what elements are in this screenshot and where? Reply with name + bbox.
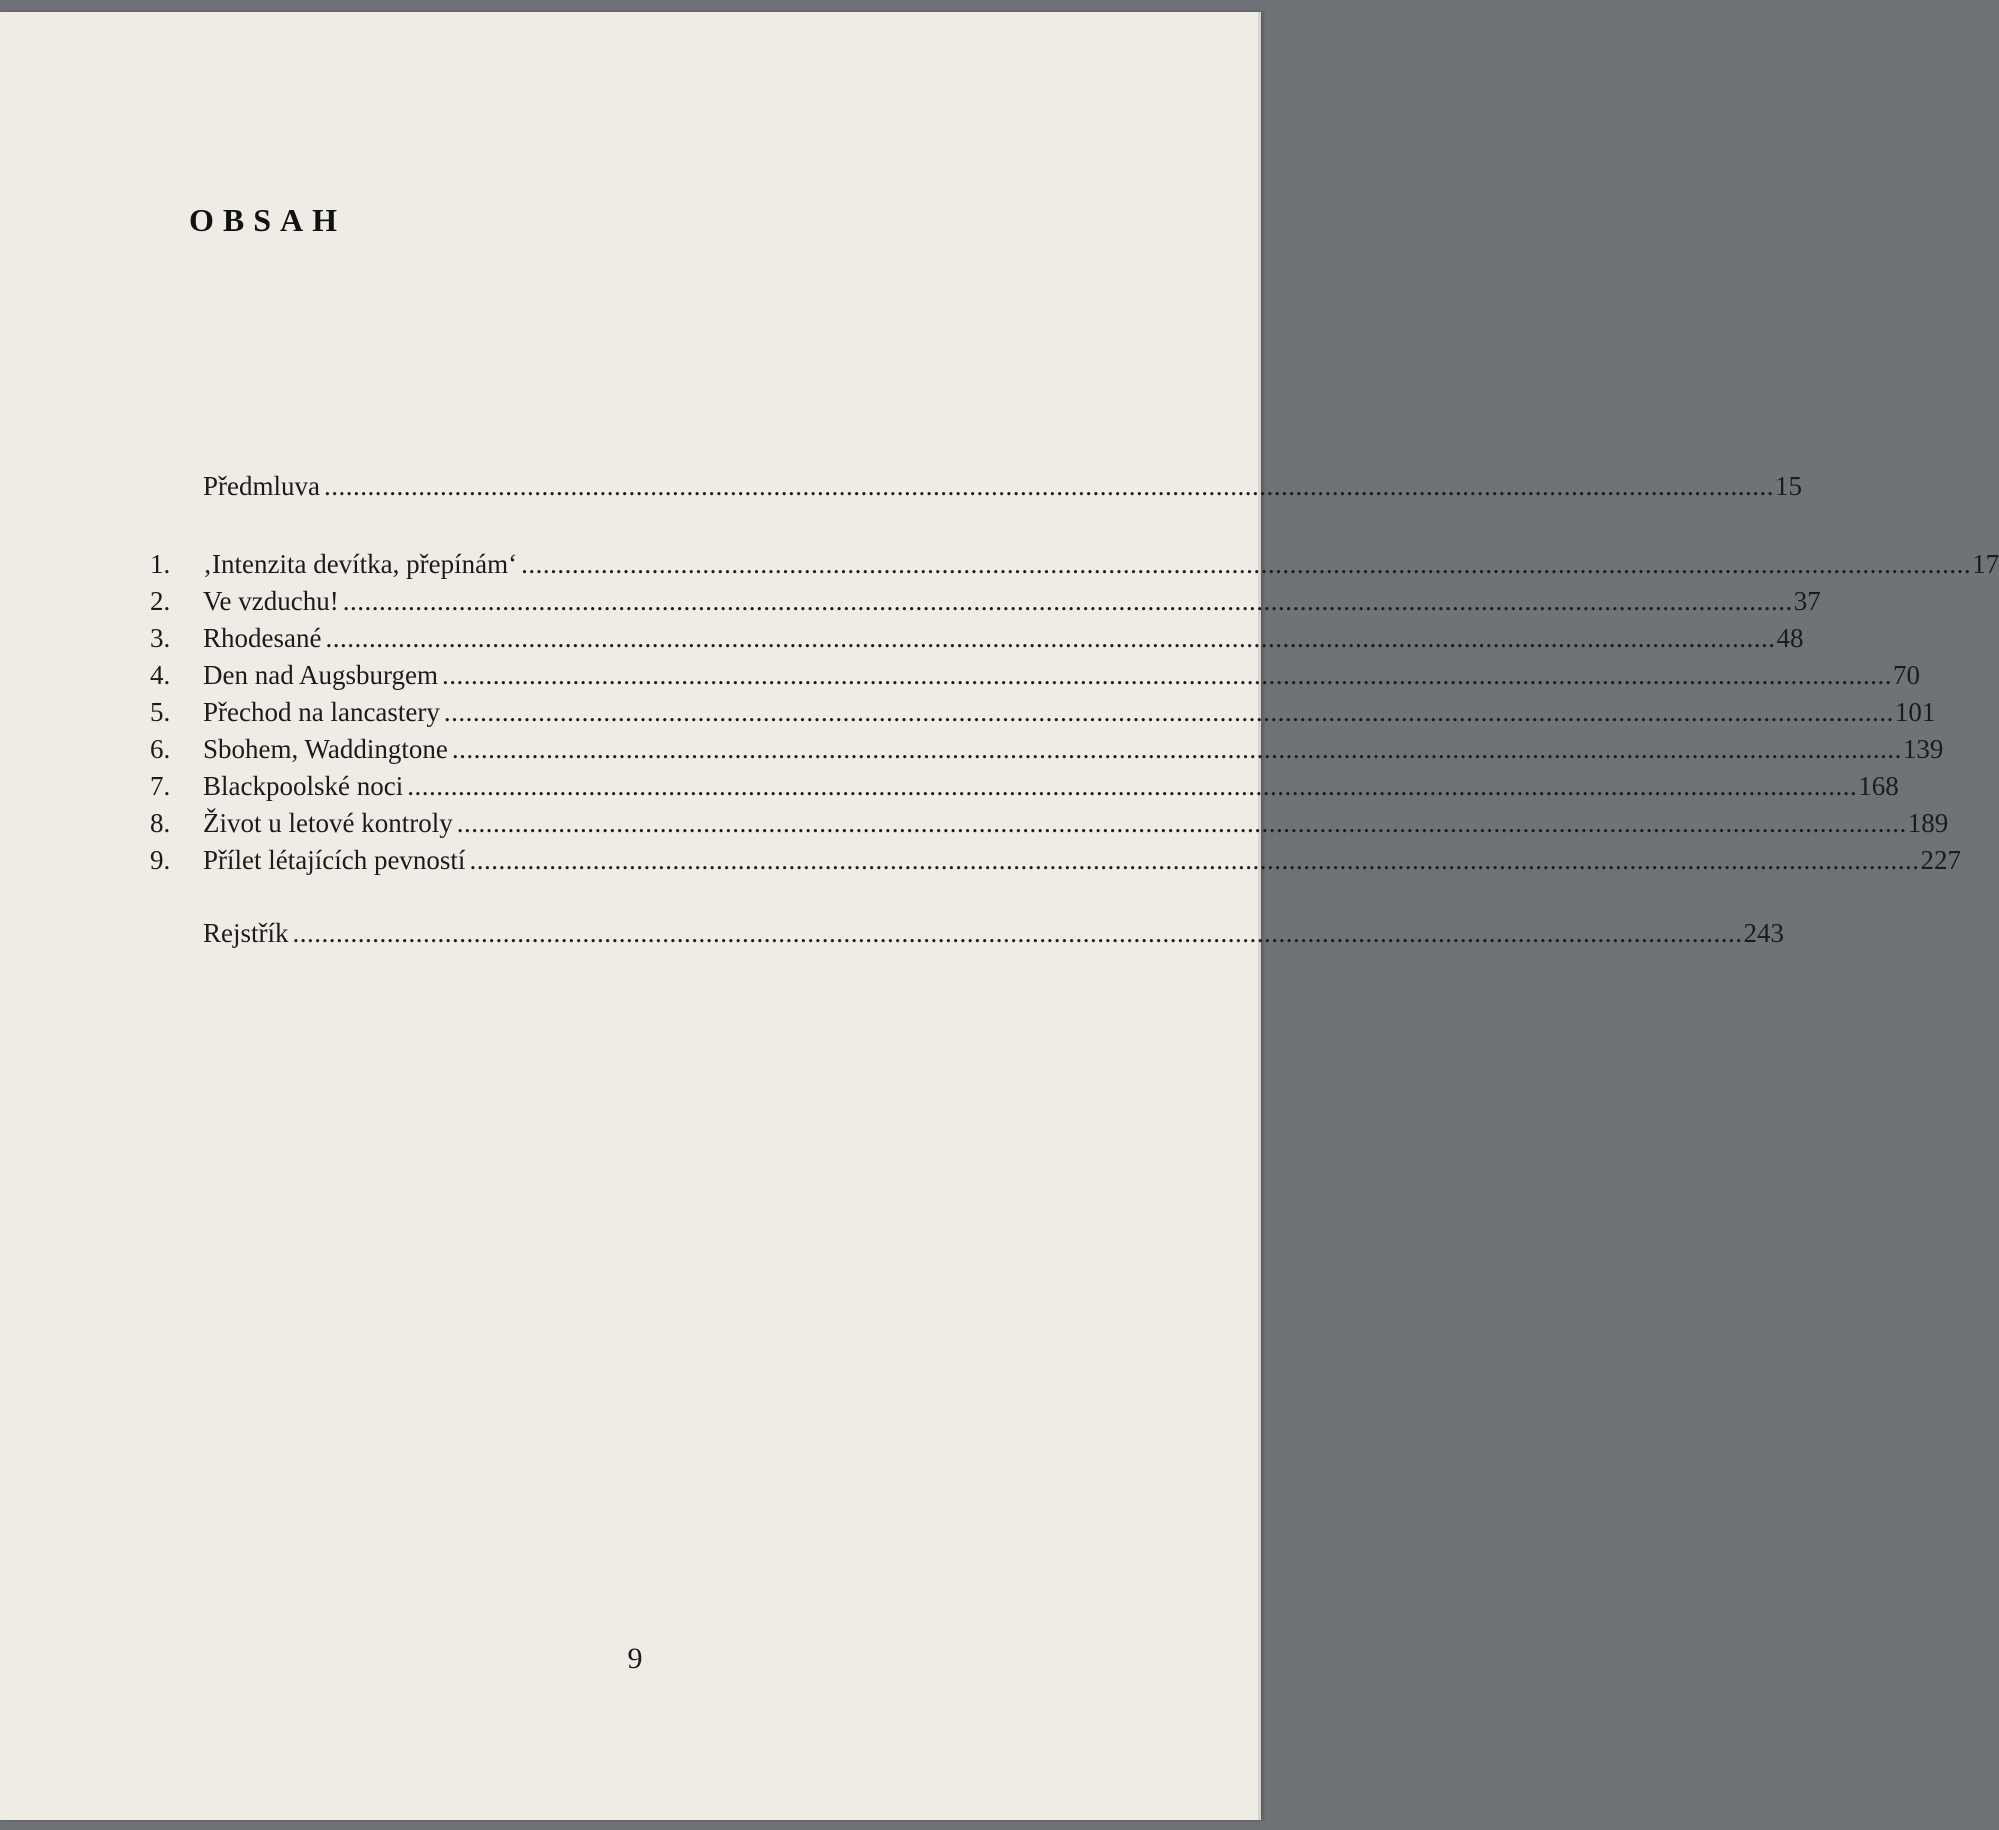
- dot-leader: ........................................................................................................................................................................................................: [443, 697, 1894, 727]
- toc-number: 7.: [150, 771, 171, 801]
- dot-leader: ........................................................................................................................................................................................................: [342, 586, 1793, 616]
- toc-entry-chapter: [150, 767, 1899, 805]
- toc-entry-chapter: [150, 656, 1920, 694]
- toc-entry-chapter: [150, 582, 1821, 620]
- toc-entry-chapter: [150, 545, 1999, 583]
- toc-title: Den nad Augsburgem: [203, 660, 438, 690]
- dot-leader: ........................................................................................................................................................................................................: [407, 771, 1858, 801]
- toc-title: Rhodesané: [203, 623, 322, 653]
- toc-page-number: 101: [1894, 697, 1936, 727]
- page-number: 9: [627, 1642, 643, 1675]
- dot-leader: ........................................................................................................................................................................................................: [292, 918, 1743, 948]
- toc-title: ‚Intenzita devítka, přepínám‘: [203, 549, 518, 579]
- dot-leader: ........................................................................................................................................................................................................: [323, 471, 1774, 501]
- toc-number: 1.: [150, 549, 171, 579]
- toc-title: Sbohem, Waddingtone: [203, 734, 448, 764]
- dot-leader: ........................................................................................................................................................................................................: [456, 808, 1907, 838]
- toc-number: 9.: [150, 845, 171, 875]
- dot-leader: ........................................................................................................................................................................................................: [469, 845, 1920, 875]
- toc-entry-chapter: [150, 730, 1944, 768]
- toc-entry-chapter: [150, 619, 1804, 657]
- toc-page-number: 189: [1907, 808, 1949, 838]
- toc-page-number: 139: [1902, 734, 1944, 764]
- toc-entry-index: [150, 914, 1784, 952]
- toc-page-number: 48: [1776, 623, 1804, 653]
- toc-number: 2.: [150, 586, 171, 616]
- toc-page-number: 15: [1774, 471, 1802, 501]
- toc-title: Život u letové kontroly: [203, 808, 453, 838]
- dot-leader: ........................................................................................................................................................................................................: [521, 549, 1972, 579]
- toc-page-number: 227: [1920, 845, 1961, 875]
- dot-leader: ........................................................................................................................................................................................................: [451, 734, 1902, 764]
- toc-page-number: 37: [1793, 586, 1821, 616]
- toc-entry-preface: [150, 467, 1802, 505]
- toc-number: 8.: [150, 808, 171, 838]
- dot-leader: ........................................................................................................................................................................................................: [325, 623, 1776, 653]
- toc-title: Rejstřík: [203, 918, 289, 948]
- toc-number: 6.: [150, 734, 171, 764]
- toc-entry-chapter: [150, 841, 1961, 879]
- toc-title: Přechod na lancastery: [203, 697, 440, 727]
- contents-heading: OBSAH: [189, 202, 347, 238]
- toc-number: 5.: [150, 697, 171, 727]
- book-page: [0, 12, 1999, 1820]
- toc-title: Přílet létajících pevností: [203, 845, 466, 875]
- toc-entry-chapter: [150, 693, 1936, 731]
- toc-number: 4.: [150, 660, 171, 690]
- toc-page-number: 17: [1972, 549, 1999, 579]
- toc-title: Blackpoolské noci: [203, 771, 404, 801]
- toc-page-number: 168: [1858, 771, 1899, 801]
- toc-page-number: 243: [1743, 918, 1784, 948]
- toc-title: Ve vzduchu!: [203, 586, 339, 616]
- toc-number: 3.: [150, 623, 171, 653]
- toc-entry-chapter: [150, 804, 1949, 842]
- toc-page-number: 70: [1892, 660, 1920, 690]
- toc-title: Předmluva: [203, 471, 320, 501]
- dot-leader: ........................................................................................................................................................................................................: [441, 660, 1892, 690]
